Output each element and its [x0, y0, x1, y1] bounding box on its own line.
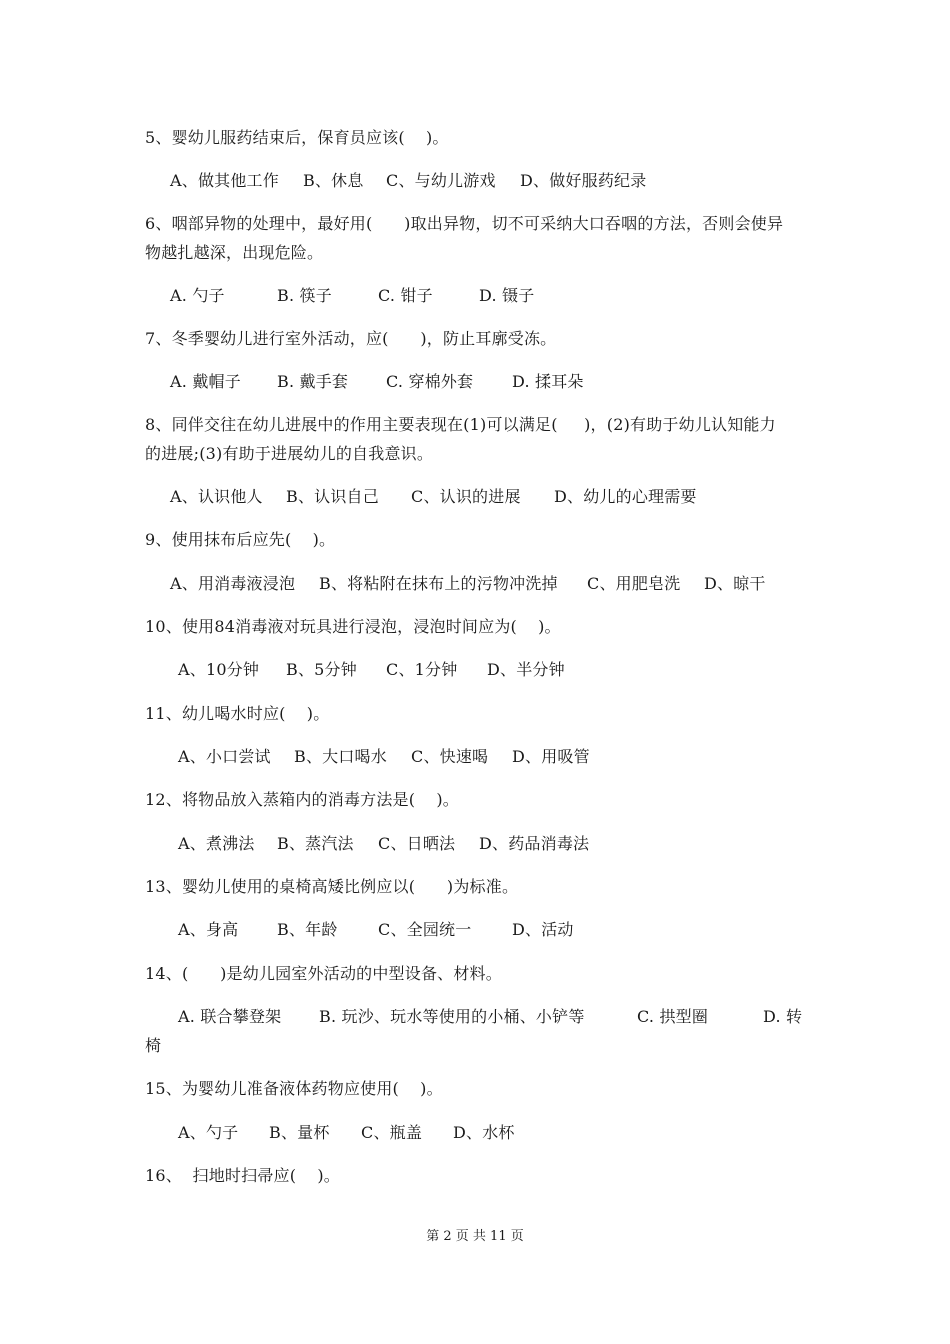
q5-option-d: D、做好服药纪录 [520, 171, 647, 190]
q10-option-b: B、5分钟 [286, 660, 357, 679]
q9-option-b: B、将粘附在抹布上的污物冲洗掉 [319, 574, 558, 593]
q14-option-d-wrap: 椅 [145, 1036, 162, 1055]
q11-option-d: D、用吸管 [512, 747, 590, 766]
q7-option-b: B. 戴手套 [277, 372, 349, 391]
question-10: 10、使用84消毒液对玩具进行浸泡，浸泡时间应为( )。 [145, 617, 561, 636]
q7-option-c: C. 穿棉外套 [386, 372, 474, 391]
q12-option-d: D、药品消毒法 [479, 834, 590, 853]
q11-option-c: C、快速喝 [411, 747, 489, 766]
q10-option-c: C、1分钟 [386, 660, 458, 679]
q8-option-a: A、认识他人 [170, 487, 263, 506]
q14-option-c: C. 拱型圈 [637, 1007, 709, 1026]
q8-option-d: D、幼儿的心理需要 [554, 487, 697, 506]
q5-option-b: B、休息 [303, 171, 364, 190]
question-14: 14、( )是幼儿园室外活动的中型设备、材料。 [145, 964, 502, 983]
q5-option-c: C、与幼儿游戏 [386, 171, 496, 190]
q10-option-d: D、半分钟 [487, 660, 565, 679]
q8-option-b: B、认识自己 [286, 487, 379, 506]
question-7: 7、冬季婴幼儿进行室外活动，应( )，防止耳廓受冻。 [145, 329, 557, 348]
q15-option-c: C、瓶盖 [361, 1123, 423, 1142]
question-6-line-1: 6、咽部异物的处理中，最好用( )取出异物，切不可采纳大口吞咽的方法，否则会使异 [145, 214, 784, 233]
q12-option-c: C、日晒法 [378, 834, 456, 853]
q9-option-d: D、晾干 [704, 574, 766, 593]
q15-option-d: D、水杯 [453, 1123, 515, 1142]
q6-option-d: D. 镊子 [479, 286, 535, 305]
q6-option-c: C. 钳子 [378, 286, 433, 305]
q11-option-b: B、大口喝水 [294, 747, 387, 766]
q13-option-a: A、身高 [178, 920, 239, 939]
q14-option-d: D. 转 [763, 1007, 803, 1026]
question-6-line-2: 物越扎越深，出现危险。 [145, 243, 324, 262]
q7-option-a: A. 戴帽子 [170, 372, 241, 391]
question-11: 11、幼儿喝水时应( )。 [145, 704, 330, 723]
q9-option-c: C、用肥皂洗 [587, 574, 681, 593]
q6-option-b: B. 筷子 [277, 286, 332, 305]
question-5: 5、婴幼儿服药结束后，保育员应该( )。 [145, 128, 449, 147]
question-16: 16、 扫地时扫帚应( )。 [145, 1166, 340, 1185]
q9-option-a: A、用消毒液浸泡 [170, 574, 296, 593]
q10-option-a: A、10分钟 [178, 660, 260, 679]
question-8-line-2: 的进展;(3)有助于进展幼儿的自我意识。 [145, 444, 434, 463]
q14-option-b: B. 玩沙、玩水等使用的小桶、小铲等 [319, 1007, 585, 1026]
question-12: 12、将物品放入蒸箱内的消毒方法是( )。 [145, 790, 459, 809]
q5-option-a: A、做其他工作 [170, 171, 279, 190]
page-number-footer: 第 2 页 共 11 页 [426, 1229, 524, 1244]
question-8-line-1: 8、同伴交往在幼儿进展中的作用主要表现在(1)可以满足( )，(2)有助于幼儿认知能力 [145, 415, 776, 434]
q11-option-a: A、小口尝试 [178, 747, 271, 766]
q13-option-b: B、年龄 [277, 920, 338, 939]
question-13: 13、婴幼儿使用的桌椅高矮比例应以( )为标准。 [145, 877, 519, 896]
q15-option-a: A、勺子 [178, 1123, 239, 1142]
q7-option-d: D. 揉耳朵 [512, 372, 584, 391]
q14-option-a: A. 联合攀登架 [178, 1007, 282, 1026]
q8-option-c: C、认识的进展 [411, 487, 521, 506]
question-15: 15、为婴幼儿准备液体药物应使用( )。 [145, 1079, 443, 1098]
question-9: 9、使用抹布后应先( )。 [145, 530, 336, 549]
q13-option-d: D、活动 [512, 920, 574, 939]
q12-option-a: A、煮沸法 [178, 834, 255, 853]
q6-option-a: A. 勺子 [170, 286, 225, 305]
q15-option-b: B、量杯 [269, 1123, 330, 1142]
q13-option-c: C、全园统一 [378, 920, 472, 939]
q12-option-b: B、蒸汽法 [277, 834, 354, 853]
